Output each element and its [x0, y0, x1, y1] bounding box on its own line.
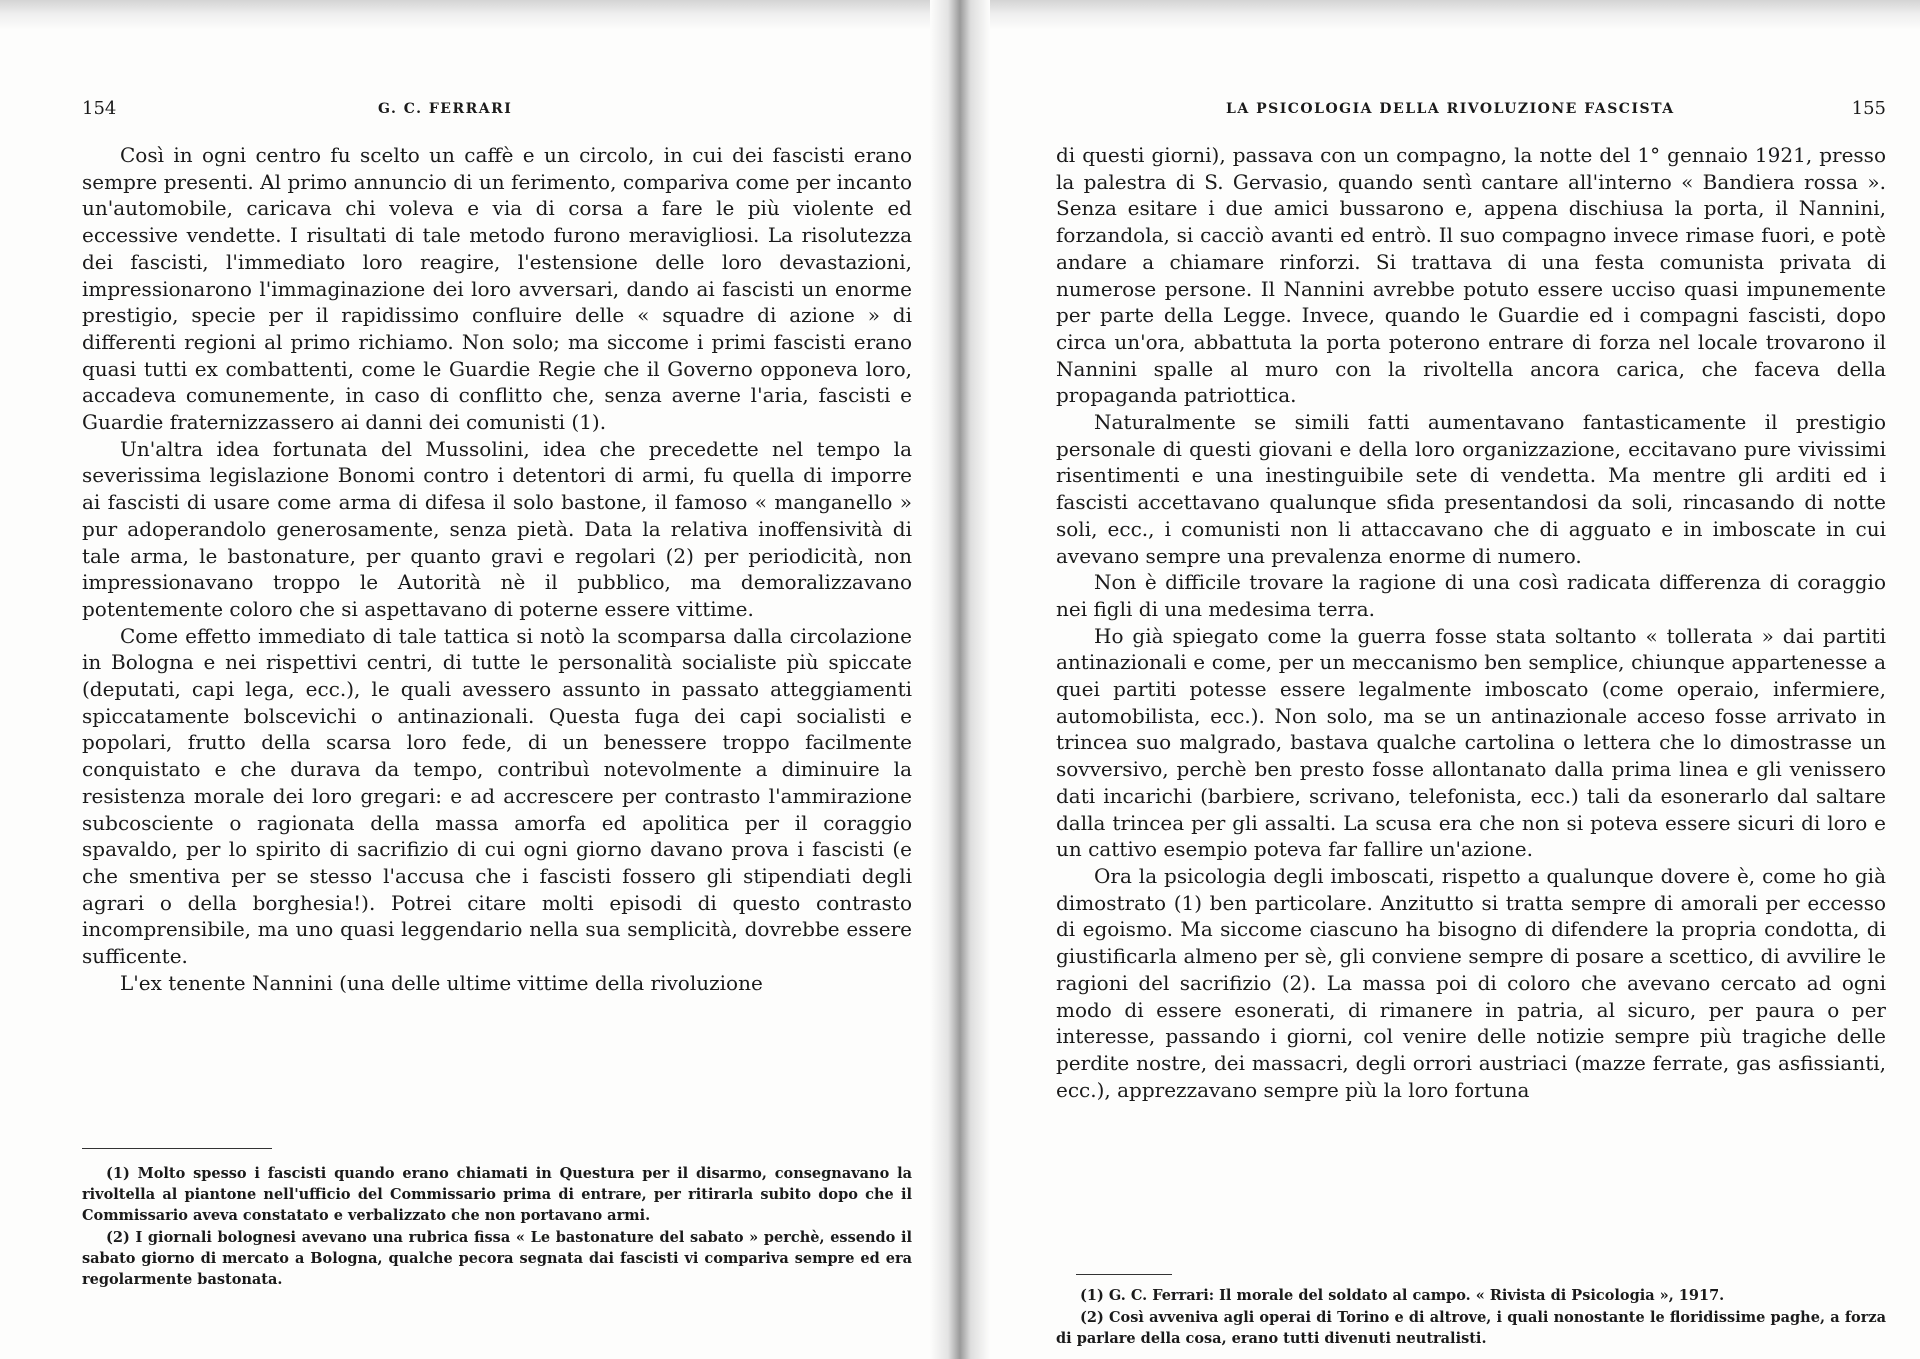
- paragraph: Come effetto immediato di tale tattica si notò la scomparsa dalla circolazione in Bologna e nei rispettivi centri, di tutte le personalità socialiste più spiccate (deputati, capi lega, ecc.), le quali avessero assunto in passato atteggiamenti spiccatamente bolscevichi o antinazionali. Questa fuga dei capi socialisti e popolari, frutto della scarsa loro fede, di un benessere troppo facilmente conquistato e che durava da tempo, contribuì notevolmente a diminuire la resistenza morale dei loro gregari: e ad accrescere per contrasto l'ammirazione subcosciente o ragionata della massa amorfa ed apolitica per il coraggio spavaldo, per lo spirito di sacrifizio di cui ogni giorno davano prova i fascisti (e che smentiva per se stesso l'accusa che i fascisti fossero gli stipendiati degli agrari o della borghesia!). Potrei citare molti episodi di questo contrasto incomprensibile, ma uno quasi leggendario nella sua semplicità, dovrebbe essere sufficente.: [82, 623, 912, 969]
- running-title: LA PSICOLOGIA DELLA RIVOLUZIONE FASCISTA: [1226, 101, 1675, 117]
- right-footnotes: [1056, 1285, 1886, 1350]
- paragraph: L'ex tenente Nannini (una delle ultime vittime della rivoluzione: [120, 970, 763, 995]
- left-page-header: [82, 98, 912, 128]
- book-gutter: [930, 0, 990, 1359]
- left-footnotes: [82, 1163, 912, 1291]
- paragraph: Naturalmente se simili fatti aumentavano fantasticamente il prestigio personale di questi giovani e della loro organizzazione, eccitavano pure vivissimi risentimenti e una inestinguibile sete di vendetta. Ma mentre gli arditi ed i fascisti accettavano qualunque sfida presentandosi da soli, rincasando di notte soli, ecc., i comunisti non li attaccavano che di agguato e in imboscate in cui avevano sempre una prevalenza enorme di numero.: [1056, 410, 1886, 568]
- paragraph: Così in ogni centro fu scelto un caffè e un circolo, in cui dei fascisti erano sempre presenti. Al primo annuncio di un ferimento, compariva come per incanto un'automobile, caricava chi voleva e via di corsa a fare le più violente ed eccessive vendette. I risultati di tale metodo furono meravigliosi. La risolutezza dei fascisti, l'immediato loro reagire, l'estensione delle loro devastazioni, impressionarono l'immaginazione dei loro avversari, dando ai fascisti un enorme prestigio, specie per il rapidissimo confluire delle « squadre di azione » di differenti regioni al primo richiamo. Non solo; ma siccome i primi fascisti erano quasi tutti ex combattenti, come le Guardie Regie che il Governo opponeva loro, accadeva comunemente, in caso di conflitto che, senza averne l'aria, fascisti e Guardie fraternizzassero ai danni dei comunisti (1).: [82, 143, 912, 435]
- page-number: 155: [1851, 98, 1886, 119]
- right-body-text: [1056, 142, 1886, 1103]
- right-page: [1056, 0, 1886, 1359]
- footnote-rule: [1076, 1274, 1172, 1275]
- paragraph: Un'altra idea fortunata del Mussolini, idea che precedette nel tempo la severissima legislazione Bonomi contro i detentori di armi, fu quella di imporre ai fascisti di usare come arma di difesa il solo bastone, il famoso « manganello » pur adoperandolo generosamente, senza pietà. Data la relativa inoffensività di tale arma, le bastonature, per quanto gravi e regolari (2) per periodicità, non impressionavano troppo le Autorità nè il pubblico, ma demoralizzavano potentemente coloro che si aspettavano di poterne essere vittime.: [82, 436, 912, 621]
- footnote-rule: [82, 1148, 272, 1149]
- footnote: (2) Così avveniva agli operai di Torino e di altrove, i quali nonostante le floridissime paghe, a forza di parlare della cosa, erano tutti divenuti neutralisti.: [1056, 1309, 1886, 1347]
- left-body-text: [82, 142, 912, 997]
- page-number: 154: [82, 98, 117, 119]
- paragraph: Non è difficile trovare la ragione di una così radicata differenza di coraggio nei figli di una medesima terra.: [1056, 570, 1886, 621]
- footnote: (2) I giornali bolognesi avevano una rubrica fissa « Le bastonature del sabato » perchè, essendo il sabato giorno di mercato a Bologna, qualche pecora segnata dai fascisti vi compariva sempre ed era regolarmente bastonata.: [82, 1229, 912, 1288]
- paragraph: Ora la psicologia degli imboscati, rispetto a qualunque dovere è, come ho già dimostrato (1) ben particolare. Anzitutto si tratta sempre di amorali per eccesso di egoismo. Ma siccome ciascuno ha bisogno di difendere la propria condotta, di giustificarla almeno per sè, gli conviene sempre di posare a scettico, di avvilire le ragioni del sacrifizio (2). La massa poi di coloro che avevano cercato ad ogni modo di essere esonerati, di rimanere in patria, al sicuro, per paura o per interesse, passando i giorni, col venire delle notizie sempre più tragiche delle perdite nostre, dei massacri, degli orrori austriaci (mazze ferrate, gas asfissianti, ecc.), apprezzavano sempre più la loro fortuna: [1056, 863, 1886, 1102]
- right-page-header: [1056, 98, 1886, 128]
- running-title: G. C. FERRARI: [378, 101, 513, 117]
- paragraph: Ho già spiegato come la guerra fosse stata soltanto « tollerata » dai partiti antinazionali e come, per un meccanismo ben semplice, chiunque appartenesse a quei partiti potesse essere legalmente imboscato (come operaio, infermiere, automobilista, ecc.). Non solo, ma se un antinazionale acceso fosse arrivato in trincea suo malgrado, bastava qualche cartolina o lettera che lo dimostrasse un sovversivo, perchè ben presto fosse allontanato dalla prima linea e gli venissero dati incarichi (barbiere, scrivano, telefonista, ecc.) tali da esonerarlo dal saltare dalla trincea per gli assalti. La scusa era che non si poteva essere sicuri di loro e un cattivo esempio poteva far fallire un'azione.: [1056, 623, 1886, 862]
- footnote: (1) G. C. Ferrari: Il morale del soldato al campo. « Rivista di Psicologia », 1917.: [1080, 1287, 1725, 1304]
- footnote: (1) Molto spesso i fascisti quando erano chiamati in Questura per il disarmo, consegnavano la rivoltella al piantone nell'ufficio del Commissario prima di entrare, per ritirarla subito dopo che il Commissario aveva constatato e verbalizzato che non portavano armi.: [82, 1165, 912, 1224]
- left-page: [82, 0, 912, 1359]
- paragraph: di questi giorni), passava con un compagno, la notte del 1° gennaio 1921, presso la palestra di S. Gervasio, quando sentì cantare all'interno « Bandiera rossa ». Senza esitare i due amici bussarono e, appena dischiusa la porta, il Nannini, forzandola, si cacciò avanti ed entrò. Il suo compagno invece rimase fuori, e potè andare a chiamare rinforzi. Si trattava di una festa comunista privata di numerose persone. Il Nannini avrebbe potuto essere ucciso quasi impunemente per parte della Legge. Invece, quando le Guardie ed i compagni fascisti, dopo circa un'ora, abbattuta la porta poterono entrare di forza nel locale trovarono il Nannini spalle al muro con la rivoltella ancora carica, che faceva della propaganda patriottica.: [1056, 143, 1886, 408]
